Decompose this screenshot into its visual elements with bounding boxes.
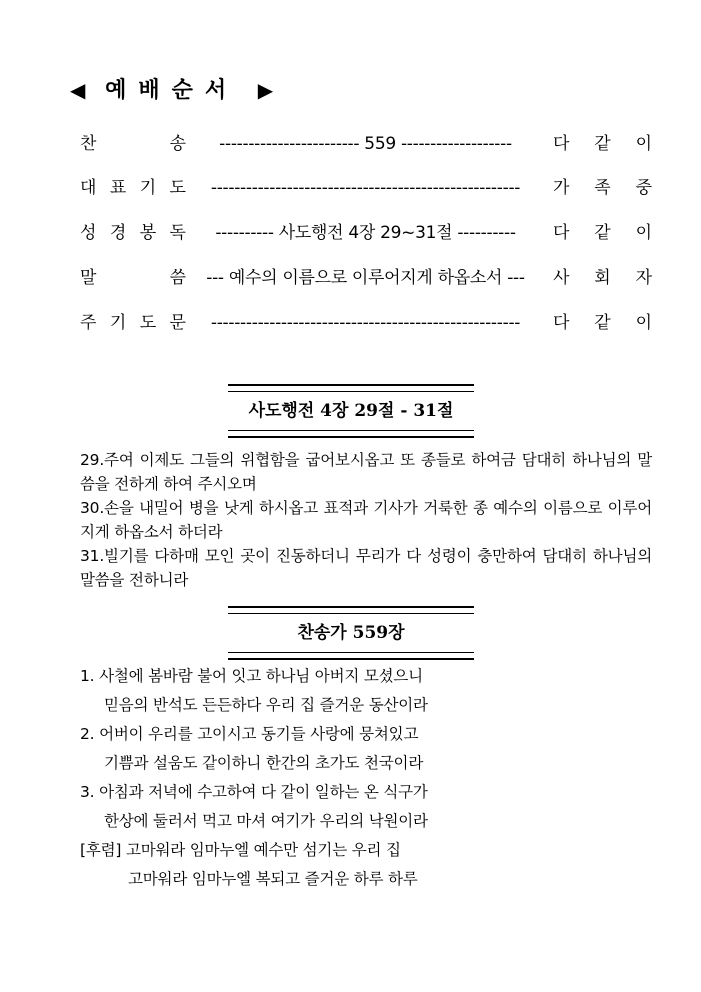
order-leader-char: 중	[635, 178, 652, 198]
order-role	[80, 130, 186, 158]
hymn-lyrics	[80, 662, 660, 894]
order-detail: -----------------------------------------------------	[210, 313, 521, 333]
order-leader-char: 가	[553, 178, 570, 198]
order-detail: --- 예수의 이름으로 이루어지게 하옵소서 ---	[206, 268, 525, 288]
order-role-char: 표	[109, 178, 127, 198]
order-leader-char: 족	[594, 178, 611, 198]
order-role	[80, 309, 186, 337]
order-leader	[553, 264, 652, 292]
left-triangle-icon: ◀	[70, 78, 86, 102]
order-row	[80, 219, 652, 247]
order-leader-char: 이	[635, 134, 652, 154]
order-row	[80, 264, 652, 292]
hymn-line: [후렴] 고마워라 임마누엘 예수만 섬기는 우리 집	[80, 841, 401, 859]
order-leader-char: 이	[635, 313, 652, 333]
order-detail: ------------------------ 559 -------------------	[219, 134, 512, 154]
order-role-char: 기	[139, 178, 157, 198]
order-leader-char: 다	[553, 134, 570, 154]
order-role	[80, 264, 186, 292]
hymn-line: 1. 사철에 봄바람 불어 잇고 하나님 아버지 모셨으니	[80, 667, 423, 685]
order-role-char: 송	[169, 134, 186, 154]
hymn-line: 믿음의 반석도 든든하다 우리 집 즐거운 동산이라	[104, 696, 428, 714]
order-role-char: 문	[169, 313, 186, 333]
hymn-line: 2. 어버이 우리를 고이시고 동기들 사랑에 뭉쳐있고	[80, 725, 419, 743]
scripture-text	[80, 448, 652, 592]
verse-30: 30.손을 내밀어 병을 낫게 하시옵고 표적과 기사가 거룩한 종 예수의 이름으로 이루어지게 하옵소서 하더라	[80, 499, 652, 541]
order-role	[80, 219, 186, 247]
verse-29: 29.주여 이제도 그들의 위협함을 굽어보시옵고 또 종들로 하여금 담대히 하나님의 말씀을 전하게 하여 주시오며	[80, 451, 652, 493]
order-detail: -----------------------------------------------------	[210, 178, 521, 198]
order-role-char: 대	[80, 178, 97, 198]
order-role-char: 찬	[80, 134, 97, 154]
order-row	[80, 130, 652, 158]
order-leader-char: 같	[594, 134, 611, 154]
order-role-char: 도	[139, 313, 157, 333]
heading-bottom-rule	[228, 652, 474, 660]
hymn-line: 3. 아침과 저녁에 수고하여 다 같이 일하는 온 식구가	[80, 783, 428, 801]
order-leader-char: 회	[594, 268, 611, 288]
hymn-line: 기쁨과 설움도 같이하니 한간의 초가도 천국이라	[104, 754, 424, 772]
scripture-heading-box	[228, 384, 474, 438]
order-leader	[553, 174, 652, 202]
right-triangle-icon: ▶	[257, 78, 274, 102]
order-leader	[553, 130, 652, 158]
order-leader-char: 같	[594, 223, 611, 243]
order-role-char: 독	[169, 223, 186, 243]
scripture-heading: 사도행전 4장 29절 - 31절	[248, 401, 454, 421]
hymn-heading: 찬송가 559장	[297, 623, 405, 643]
heading-bottom-rule	[228, 430, 474, 438]
order-role-char: 성	[80, 223, 97, 243]
hymn-heading-box	[228, 606, 474, 660]
order-role-char: 씀	[169, 268, 186, 288]
order-role-char: 말	[80, 268, 97, 288]
order-role-char: 경	[109, 223, 127, 243]
order-leader	[553, 309, 652, 337]
hymn-line: 한상에 둘러서 먹고 마셔 여기가 우리의 낙원이라	[104, 812, 428, 830]
verse-31: 31.빌기를 다하매 모인 곳이 진동하더니 무리가 다 성령이 충만하여 담대히 하나님의 말씀을 전하니라	[80, 547, 652, 589]
order-row	[80, 309, 652, 337]
order-leader-char: 사	[553, 268, 570, 288]
order-row	[80, 174, 652, 202]
heading-top-rule	[228, 606, 474, 614]
order-leader	[553, 219, 652, 247]
order-detail: ---------- 사도행전 4장 29~31절 ----------	[215, 223, 516, 243]
order-leader-char: 이	[635, 223, 652, 243]
order-leader-char: 같	[594, 313, 611, 333]
heading-top-rule	[228, 384, 474, 392]
order-role-char: 도	[169, 178, 186, 198]
order-leader-char: 다	[553, 223, 570, 243]
order-role-char: 봉	[139, 223, 157, 243]
page-title	[70, 76, 273, 105]
order-role	[80, 174, 186, 202]
page-title-text: 예배순서	[105, 78, 239, 103]
hymn-line: 고마워라 임마누엘 복되고 즐거운 하루 하루	[128, 870, 418, 888]
order-leader-char: 자	[635, 268, 652, 288]
order-leader-char: 다	[553, 313, 570, 333]
order-role-char: 주	[80, 313, 97, 333]
order-role-char: 기	[109, 313, 127, 333]
